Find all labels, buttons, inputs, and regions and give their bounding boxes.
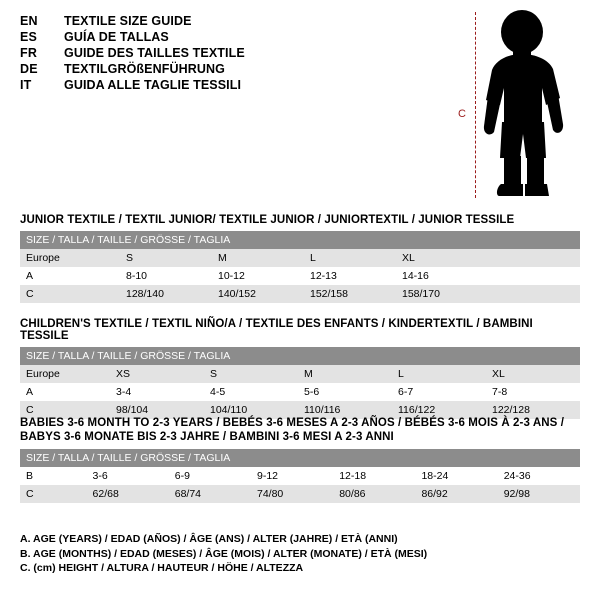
section-junior	[20, 214, 580, 303]
cell-value: 80/86	[333, 485, 415, 503]
language-title-it: GUIDA ALLE TAGLIE TESSILI	[64, 78, 242, 92]
language-code-es: ES	[20, 30, 38, 44]
cell-value: 7-8	[486, 383, 580, 401]
section-title-babies: BABIES 3-6 MONTH TO 2-3 YEARS / BEBÉS 3-6 MESES A 2-3 AÑOS / BÉBÉS 3-6 MOIS À 2-3 ANS / BABYS 3-6 MONATE BIS 2-3 JAHRE / BAMBINI 3-6 MESI A 2-3 ANNI	[20, 417, 564, 443]
cell-value: 12-13	[304, 267, 396, 285]
cell-value: 98/104	[110, 401, 204, 419]
language-row-es	[20, 30, 440, 44]
cell-empty	[488, 267, 580, 285]
cell-value: 12-18	[333, 467, 415, 485]
cell-value: 86/92	[415, 485, 497, 503]
cell-value: 62/68	[87, 485, 169, 503]
section-title-junior: JUNIOR TEXTILE / TEXTIL JUNIOR/ TEXTILE JUNIOR / JUNIORTEXTIL / JUNIOR TESSILE	[20, 214, 515, 226]
language-title-es: GUÍA DE TALLAS	[64, 30, 169, 44]
language-code-it: IT	[20, 78, 32, 92]
cell-value: 3-6	[87, 467, 169, 485]
cell-value: 74/80	[251, 485, 333, 503]
language-title-en: TEXTILE SIZE GUIDE	[64, 14, 192, 28]
table-row	[20, 365, 580, 383]
cell-value: 10-12	[212, 267, 304, 285]
cell-value: 140/152	[212, 285, 304, 303]
col-size-s: S	[204, 365, 298, 383]
col-size-m: M	[298, 365, 392, 383]
cell-value: 3-4	[110, 383, 204, 401]
legend-item-b: B. AGE (MONTHS) / EDAD (MESES) / ÂGE (MOIS) / ALTER (MONATE) / ETÀ (MESI)	[20, 547, 428, 560]
table-row	[20, 347, 580, 365]
child-silhouette-icon	[450, 8, 590, 203]
cell-value: 68/74	[169, 485, 251, 503]
legend-item-a: A. AGE (YEARS) / EDAD (AÑOS) / ÂGE (ANS) / ALTER (JAHRE) / ETÀ (ANNI)	[20, 533, 398, 545]
cell-value: 9-12	[251, 467, 333, 485]
cell-value: 6-7	[392, 383, 486, 401]
table-row	[20, 267, 580, 285]
legend-item-c: C. (cm) HEIGHT / ALTURA / HAUTEUR / HÖHE / ALTEZZA	[20, 562, 304, 574]
toddler-silhouette-figure	[450, 8, 590, 203]
legend-block	[20, 532, 580, 576]
language-code-fr: FR	[20, 46, 38, 60]
section-title-children: CHILDREN'S TEXTILE / TEXTIL NIÑO/A / TEXTILE DES ENFANTS / KINDERTEXTIL / BAMBINI TESSILE	[20, 318, 533, 342]
row-key-a: A	[20, 383, 110, 401]
table-row	[20, 285, 580, 303]
cell-value: 152/158	[304, 285, 396, 303]
col-size-xl: XL	[486, 365, 580, 383]
col-size-l: L	[392, 365, 486, 383]
col-size-l: L	[304, 249, 396, 267]
cell-value: 104/110	[204, 401, 298, 419]
col-size-s: S	[120, 249, 212, 267]
cell-value: 4-5	[204, 383, 298, 401]
cell-value: 8-10	[120, 267, 212, 285]
cell-value: 6-9	[169, 467, 251, 485]
cell-value: 122/128	[486, 401, 580, 419]
language-title-de: TEXTILGRÖßENFÜHRUNG	[64, 62, 225, 76]
language-row-fr	[20, 46, 440, 60]
col-empty	[488, 249, 580, 267]
table-row	[20, 485, 580, 503]
table-row	[20, 249, 580, 267]
cell-value: 110/116	[298, 401, 392, 419]
section-children	[20, 318, 580, 419]
row-key-b: B	[20, 467, 87, 485]
cell-value: 128/140	[120, 285, 212, 303]
language-title-fr: GUIDE DES TAILLES TEXTILE	[64, 46, 245, 60]
cell-value: 24-36	[498, 467, 580, 485]
table-children	[20, 347, 580, 419]
table-row	[20, 449, 580, 467]
cell-empty	[488, 285, 580, 303]
table-header-label-babies: SIZE / TALLA / TAILLE / GRÖSSE / TAGLIA	[20, 449, 580, 467]
language-row-en	[20, 14, 440, 28]
col-size-xs: XS	[110, 365, 204, 383]
col-size-xl: XL	[396, 249, 488, 267]
language-row-de	[20, 62, 440, 76]
cell-value: 14-16	[396, 267, 488, 285]
col-size-m: M	[212, 249, 304, 267]
language-code-de: DE	[20, 62, 38, 76]
table-header-label-junior: SIZE / TALLA / TAILLE / GRÖSSE / TAGLIA	[20, 231, 580, 249]
language-row-it	[20, 78, 440, 92]
cell-value: 92/98	[498, 485, 580, 503]
row-key-c: C	[20, 485, 87, 503]
table-header-label-children: SIZE / TALLA / TAILLE / GRÖSSE / TAGLIA	[20, 347, 580, 365]
table-row	[20, 231, 580, 249]
height-measure-label: C	[458, 108, 466, 120]
cell-value: 158/170	[396, 285, 488, 303]
row-key-europe: Europe	[20, 365, 110, 383]
row-key-c: C	[20, 401, 110, 419]
table-row	[20, 383, 580, 401]
table-junior	[20, 231, 580, 303]
cell-value: 116/122	[392, 401, 486, 419]
language-title-block	[20, 14, 440, 94]
section-babies	[20, 416, 580, 503]
row-key-europe: Europe	[20, 249, 120, 267]
table-babies	[20, 449, 580, 503]
row-key-a: A	[20, 267, 120, 285]
table-row	[20, 467, 580, 485]
row-key-c: C	[20, 285, 120, 303]
cell-value: 18-24	[415, 467, 497, 485]
cell-value: 5-6	[298, 383, 392, 401]
height-measure-line-icon	[475, 12, 476, 198]
language-code-en: EN	[20, 14, 38, 28]
